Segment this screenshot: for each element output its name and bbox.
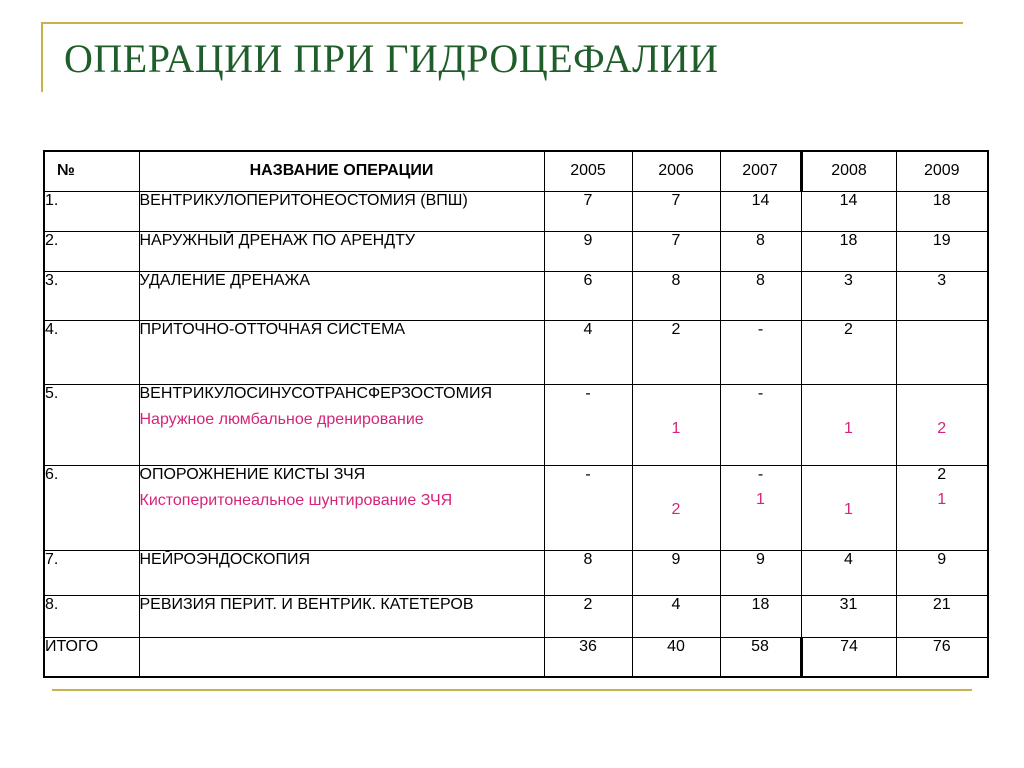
subvalue-2008: 1 xyxy=(844,500,853,518)
table-row xyxy=(44,595,988,637)
operation-name: ВЕНТРИКУЛОПЕРИТОНЕОСТОМИЯ (ВПШ) xyxy=(139,191,544,231)
value-2006: 2 xyxy=(632,320,720,384)
value-2006: 7 xyxy=(632,231,720,271)
total-2006: 40 xyxy=(632,637,720,677)
value-2006: 8 xyxy=(632,271,720,320)
subvalue-2006: 2 xyxy=(671,500,681,518)
value-2005: 9 xyxy=(544,231,632,271)
header-name: НАЗВАНИЕ ОПЕРАЦИИ xyxy=(139,151,544,191)
total-2009: 76 xyxy=(896,637,988,677)
table-row xyxy=(44,384,988,465)
total-empty-cell xyxy=(139,637,544,677)
total-row xyxy=(44,637,988,677)
header-year-2009: 2009 xyxy=(896,151,988,191)
value-2006: 9 xyxy=(632,550,720,595)
table-row xyxy=(44,320,988,384)
value-2009: 21 xyxy=(896,595,988,637)
subvalue-2008: 1 xyxy=(844,419,853,437)
operation-name: НАРУЖНЫЙ ДРЕНАЖ ПО АРЕНДТУ xyxy=(139,231,544,271)
value-2005: 6 xyxy=(544,271,632,320)
row-num: 8. xyxy=(44,595,139,637)
value-2005: 2 xyxy=(544,595,632,637)
value-2007: 14 xyxy=(720,191,801,231)
operation-name: ВЕНТРИКУЛОСИНУСОТРАНСФЕРЗОСТОМИЯ xyxy=(139,384,492,402)
header-year-2005: 2005 xyxy=(544,151,632,191)
value-2008: 31 xyxy=(801,595,896,637)
table-row xyxy=(44,550,988,595)
operation-name: ОПОРОЖНЕНИЕ КИСТЫ ЗЧЯ xyxy=(139,465,366,483)
value-2008: 3 xyxy=(801,271,896,320)
table-row xyxy=(44,465,988,550)
value-2007: 18 xyxy=(720,595,801,637)
row-num: 2. xyxy=(44,231,139,271)
total-label: ИТОГО xyxy=(44,637,139,677)
value-2007: 8 xyxy=(720,231,801,271)
operation-name: ПРИТОЧНО-ОТТОЧНАЯ СИСТЕМА xyxy=(139,320,544,384)
value-2005: 8 xyxy=(544,550,632,595)
header-year-2007: 2007 xyxy=(720,151,801,191)
subvalue-2006: 1 xyxy=(671,419,681,437)
value-2007: - xyxy=(757,384,764,402)
value-2008: 4 xyxy=(801,550,896,595)
total-2007: 58 xyxy=(720,637,801,677)
header-year-2006: 2006 xyxy=(632,151,720,191)
value-2009 xyxy=(896,320,988,384)
table-row xyxy=(44,271,988,320)
subvalue-2009: 2 xyxy=(937,419,947,437)
value-2006: 4 xyxy=(632,595,720,637)
row-num: 3. xyxy=(44,271,139,320)
value-2008: 18 xyxy=(801,231,896,271)
header-year-2008: 2008 xyxy=(801,151,896,191)
value-2005: 7 xyxy=(544,191,632,231)
value-2007: - xyxy=(757,465,764,483)
row-num: 4. xyxy=(44,320,139,384)
value-2006: 7 xyxy=(632,191,720,231)
row-num: 6. xyxy=(44,465,139,550)
value-2005: - xyxy=(585,465,591,483)
value-2008: 2 xyxy=(801,320,896,384)
value-2005: 4 xyxy=(544,320,632,384)
value-2007: - xyxy=(720,320,801,384)
value-2005: - xyxy=(585,384,591,402)
operation-name: НЕЙРОЭНДОСКОПИЯ xyxy=(139,550,544,595)
subvalue-2009: 1 xyxy=(937,490,947,508)
value-2009: 9 xyxy=(896,550,988,595)
row-num: 1. xyxy=(44,191,139,231)
table-row xyxy=(44,191,988,231)
operation-subname: Кистоперитонеальное шунтирование ЗЧЯ xyxy=(139,491,453,509)
operation-name: РЕВИЗИЯ ПЕРИТ. И ВЕНТРИК. КАТЕТЕРОВ xyxy=(139,595,544,637)
value-2009: 19 xyxy=(896,231,988,271)
row-num: 7. xyxy=(44,550,139,595)
bottom-rule xyxy=(52,689,972,691)
header-num: № xyxy=(44,151,139,191)
header-row xyxy=(44,151,988,191)
value-2009: 2 xyxy=(937,465,947,483)
page-title: ОПЕРАЦИИ ПРИ ГИДРОЦЕФАЛИИ xyxy=(64,36,719,81)
total-2008: 74 xyxy=(801,637,896,677)
total-2005: 36 xyxy=(544,637,632,677)
value-2009: 3 xyxy=(896,271,988,320)
table-row xyxy=(44,231,988,271)
value-2009: 18 xyxy=(896,191,988,231)
value-2007: 9 xyxy=(720,550,801,595)
operation-subname: Наружное люмбальное дренирование xyxy=(139,410,424,428)
value-2008: 14 xyxy=(801,191,896,231)
subvalue-2007: 1 xyxy=(756,490,765,508)
value-2007: 8 xyxy=(720,271,801,320)
row-num: 5. xyxy=(44,384,139,465)
operations-table xyxy=(43,150,989,678)
operation-name: УДАЛЕНИЕ ДРЕНАЖА xyxy=(139,271,544,320)
